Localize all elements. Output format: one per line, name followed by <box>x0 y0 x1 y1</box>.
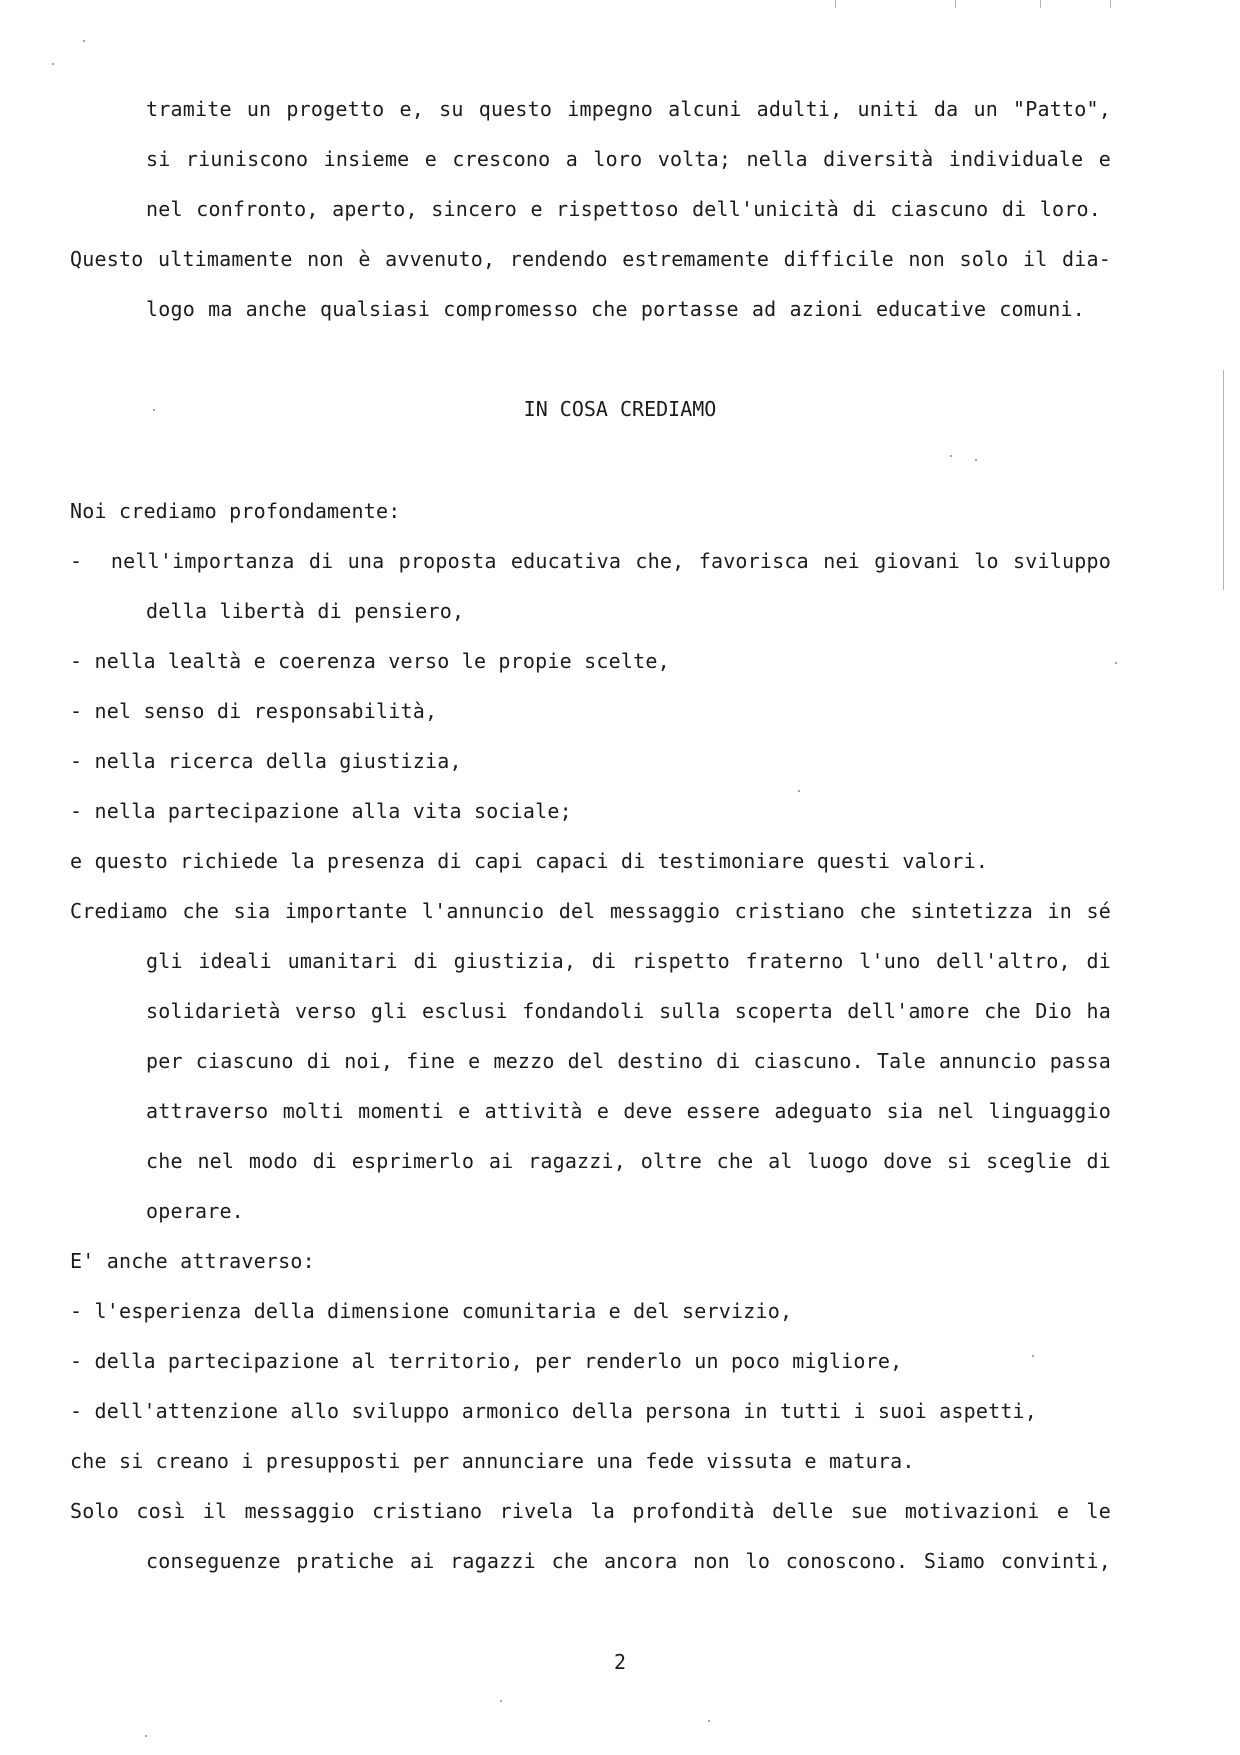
list-item: - l'esperienza della dimensione comunitaria e del servizio, <box>70 1299 793 1323</box>
scan-speck <box>708 1720 710 1722</box>
text-line: nel confronto, aperto, sincero e rispettoso dell'unicità di ciascuno di loro. <box>146 197 1101 221</box>
text-line: attraverso molti momenti e attività e deve essere adeguato sia nel linguaggio <box>146 1099 1111 1123</box>
text-line: tramite un progetto e, su questo impegno alcuni adulti, uniti da un "Patto", <box>146 97 1111 121</box>
scan-edge-mark <box>1110 0 1111 8</box>
scan-speck <box>145 1735 147 1737</box>
scan-speck <box>975 459 977 461</box>
text-line: Questo ultimamente non è avvenuto, rendendo estremamente difficile non solo il dia- <box>70 247 1111 271</box>
text-line: e questo richiede la presenza di capi capaci di testimoniare questi valori. <box>70 849 989 873</box>
list-intro: E' anche attraverso: <box>70 1249 315 1273</box>
scan-speck <box>950 455 952 457</box>
text-line: per ciascuno di noi, fine e mezzo del destino di ciascuno. Tale annuncio passa <box>146 1049 1111 1073</box>
list-item: - dell'attenzione allo sviluppo armonico della persona in tutti i suoi aspetti, <box>70 1399 1038 1423</box>
scan-speck <box>1115 662 1117 664</box>
list-item-continuation: della libertà di pensiero, <box>146 599 465 623</box>
scan-speck <box>1032 1355 1034 1357</box>
text-line: operare. <box>146 1199 244 1223</box>
text-line: si riuniscono insieme e crescono a loro volta; nella diversità individuale e <box>146 147 1111 171</box>
list-intro: Noi crediamo profondamente: <box>70 499 401 523</box>
text-line: Solo così il messaggio cristiano rivela la profondità delle sue motivazioni e le <box>70 1499 1111 1523</box>
list-item: - nell'importanza di una proposta educativa che, favorisca nei giovani lo sviluppo <box>70 549 1111 573</box>
text-line: gli ideali umanitari di giustizia, di rispetto fraterno l'uno dell'altro, di <box>146 949 1111 973</box>
text-line: logo ma anche qualsiasi compromesso che portasse ad azioni educative comuni. <box>146 297 1085 321</box>
scan-speck <box>83 40 85 42</box>
text-line: che nel modo di esprimerlo ai ragazzi, oltre che al luogo dove si sceglie di <box>146 1149 1111 1173</box>
scan-speck <box>798 790 800 792</box>
list-item: - della partecipazione al territorio, per renderlo un poco migliore, <box>70 1349 903 1373</box>
scan-edge-mark <box>1040 0 1041 8</box>
list-item: - nella lealtà e coerenza verso le propie scelte, <box>70 649 670 673</box>
page-number: 2 <box>613 1650 627 1674</box>
text-line: Crediamo che sia importante l'annuncio del messaggio cristiano che sintetizza in sé <box>70 899 1111 923</box>
section-heading: IN COSA CREDIAMO <box>523 397 717 421</box>
scan-edge-mark <box>955 0 956 8</box>
scan-speck <box>52 63 54 65</box>
scan-speck <box>500 1700 502 1702</box>
scan-edge-mark <box>1223 370 1224 590</box>
text-line: che si creano i presupposti per annunciare una fede vissuta e matura. <box>70 1449 915 1473</box>
text-line: conseguenze pratiche ai ragazzi che ancora non lo conoscono. Siamo convinti, <box>146 1549 1111 1573</box>
scan-edge-mark <box>835 0 836 8</box>
scan-speck <box>153 409 155 411</box>
list-item: - nel senso di responsabilità, <box>70 699 438 723</box>
text-line: solidarietà verso gli esclusi fondandoli sulla scoperta dell'amore che Dio ha <box>146 999 1111 1023</box>
list-item: - nella ricerca della giustizia, <box>70 749 462 773</box>
list-item: - nella partecipazione alla vita sociale; <box>70 799 572 823</box>
